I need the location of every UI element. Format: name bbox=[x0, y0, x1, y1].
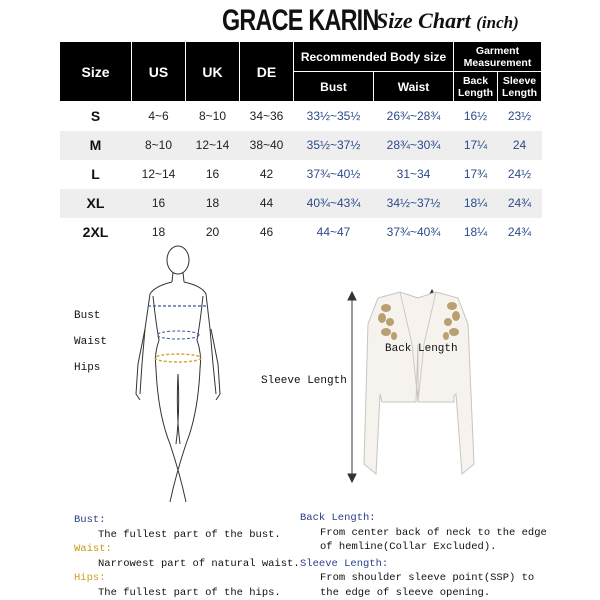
cell-bust: 40¾~43¾ bbox=[294, 189, 374, 218]
body-measurement-notes bbox=[74, 513, 300, 600]
cell-size: S bbox=[60, 102, 132, 131]
brand-logo: GRACE KARIN bbox=[222, 4, 379, 37]
note-desc-back-length-2: of hemline(Collar Excluded). bbox=[320, 541, 497, 553]
cell-back: 17¾ bbox=[454, 160, 498, 189]
note-desc-hips: The fullest part of the hips. bbox=[98, 586, 281, 599]
cell-uk: 18 bbox=[186, 189, 240, 218]
figure-label-bust: Bust bbox=[74, 310, 101, 322]
cell-us: 8~10 bbox=[132, 131, 186, 160]
table-row bbox=[60, 218, 542, 247]
cell-de: 46 bbox=[240, 218, 294, 247]
cell-uk: 16 bbox=[186, 160, 240, 189]
cell-de: 34~36 bbox=[240, 102, 294, 131]
cell-bust: 44~47 bbox=[294, 218, 374, 247]
figure-label-hips: Hips bbox=[74, 362, 101, 374]
note-term-bust: Bust: bbox=[74, 514, 106, 526]
header-us: US bbox=[132, 42, 186, 102]
cell-de: 44 bbox=[240, 189, 294, 218]
note-desc-bust: The fullest part of the bust. bbox=[98, 528, 281, 541]
cell-uk: 8~10 bbox=[186, 102, 240, 131]
header-body-size: Recommended Body size bbox=[294, 42, 454, 72]
header-garment: Garment Measurement bbox=[454, 42, 542, 72]
cell-bust: 35½~37½ bbox=[294, 131, 374, 160]
chart-unit: (inch) bbox=[476, 13, 519, 32]
cell-bust: 33½~35½ bbox=[294, 102, 374, 131]
cell-uk: 20 bbox=[186, 218, 240, 247]
cell-de: 42 bbox=[240, 160, 294, 189]
body-figure-illustration bbox=[110, 244, 240, 506]
chart-title-text: Size Chart bbox=[376, 8, 471, 33]
cell-sleeve: 24¾ bbox=[498, 218, 542, 247]
cell-us: 12~14 bbox=[132, 160, 186, 189]
note-term-sleeve-length: Sleeve Length: bbox=[300, 557, 389, 570]
header-bust: Bust bbox=[294, 72, 374, 102]
table-row bbox=[60, 102, 542, 131]
header-size: Size bbox=[60, 42, 132, 102]
cell-waist: 34½~37½ bbox=[374, 189, 454, 218]
cell-sleeve: 24¾ bbox=[498, 189, 542, 218]
cell-us: 4~6 bbox=[132, 102, 186, 131]
table-row bbox=[60, 189, 542, 218]
header-waist: Waist bbox=[374, 72, 454, 102]
cell-back: 16½ bbox=[454, 102, 498, 131]
cell-back: 17¼ bbox=[454, 131, 498, 160]
note-term-back-length: Back Length: bbox=[300, 512, 376, 524]
cell-sleeve: 23½ bbox=[498, 102, 542, 131]
cell-back: 18¼ bbox=[454, 189, 498, 218]
header-back-length: Back Length bbox=[454, 72, 498, 102]
table-row bbox=[60, 131, 542, 160]
note-desc-waist: Narrowest part of natural waist. bbox=[98, 557, 300, 570]
table-row bbox=[60, 160, 542, 189]
note-term-hips: Hips: bbox=[74, 572, 106, 584]
cell-size: M bbox=[60, 131, 132, 160]
cell-waist: 28¾~30¾ bbox=[374, 131, 454, 160]
cell-us: 18 bbox=[132, 218, 186, 247]
cell-de: 38~40 bbox=[240, 131, 294, 160]
cell-bust: 37¾~40½ bbox=[294, 160, 374, 189]
header-sleeve-length: Sleeve Length bbox=[498, 72, 542, 102]
size-chart-table bbox=[59, 41, 542, 247]
cell-waist: 26¾~28¾ bbox=[374, 102, 454, 131]
cell-sleeve: 24½ bbox=[498, 160, 542, 189]
header-de: DE bbox=[240, 42, 294, 102]
cell-size: XL bbox=[60, 189, 132, 218]
jacket-illustration bbox=[340, 284, 490, 484]
figure-label-waist: Waist bbox=[74, 336, 108, 348]
chart-header bbox=[0, 0, 600, 40]
cell-size: 2XL bbox=[60, 218, 132, 247]
cell-waist: 37¾~40¾ bbox=[374, 218, 454, 247]
cell-uk: 12~14 bbox=[186, 131, 240, 160]
note-desc-sleeve-length-1: From shoulder sleeve point(SSP) to bbox=[320, 572, 535, 584]
cell-sleeve: 24 bbox=[498, 131, 542, 160]
cell-us: 16 bbox=[132, 189, 186, 218]
chart-title bbox=[376, 8, 519, 34]
figure-label-back-length: Back Length bbox=[385, 343, 458, 355]
note-term-waist: Waist: bbox=[74, 543, 112, 555]
header-uk: UK bbox=[186, 42, 240, 102]
garment-measurement-notes bbox=[300, 511, 547, 600]
cell-size: L bbox=[60, 160, 132, 189]
figure-label-sleeve-length: Sleeve Length bbox=[261, 375, 347, 387]
cell-back: 18¼ bbox=[454, 218, 498, 247]
cell-waist: 31~34 bbox=[374, 160, 454, 189]
note-desc-back-length-1: From center back of neck to the edge bbox=[320, 526, 547, 539]
note-desc-sleeve-length-2: the edge of sleeve opening. bbox=[320, 586, 491, 599]
